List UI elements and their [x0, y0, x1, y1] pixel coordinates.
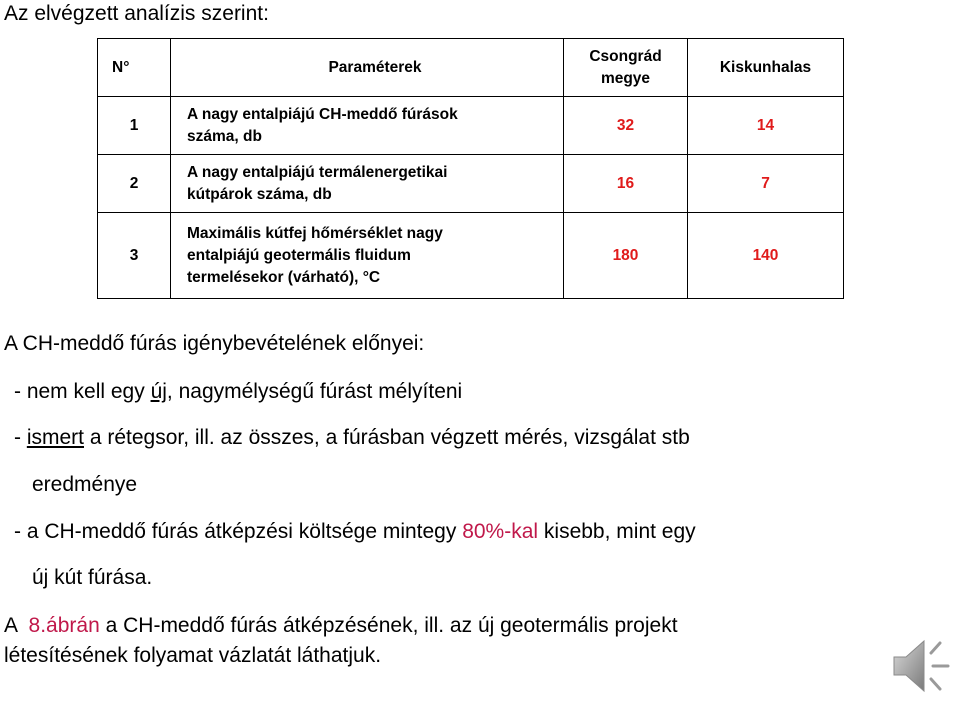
header-csongrad — [564, 39, 688, 97]
row-number: 1 — [98, 97, 171, 155]
highlight-percent: 80%-kal — [462, 520, 539, 543]
row-number: 2 — [98, 155, 171, 213]
cell-kiskunhalas: 140 — [688, 213, 844, 299]
advantage-dash: - — [14, 426, 27, 449]
intro-heading: Az elvégzett analízis szerint: — [4, 2, 269, 25]
header-csongrad-line2: megye — [600, 69, 651, 87]
analysis-table — [97, 38, 844, 299]
row-param-line: Maximális kútfej hőmérséklet nagy — [187, 224, 443, 242]
closing-line-2: létesítésének folyamat vázlatát láthatjuk. — [4, 644, 382, 667]
advantage-item-3 — [14, 520, 696, 544]
table-row — [98, 97, 844, 155]
cell-csongrad: 16 — [564, 155, 688, 213]
underlined-word: ismert — [26, 426, 84, 449]
advantage-text: a rétegsor, ill. az összes, a fúrásban végzett mérés, vizsgálat stb — [84, 426, 690, 449]
cell-csongrad: 32 — [564, 97, 688, 155]
advantage-text: , nagymélységű fúrást mélyíteni — [166, 380, 463, 403]
header-param: Paraméterek — [171, 39, 564, 97]
row-param-line: száma, db — [187, 127, 262, 145]
header-csongrad-line1: Csongrád — [589, 47, 662, 65]
header-kiskunhalas: Kiskunhalas — [688, 39, 844, 97]
cell-kiskunhalas: 14 — [688, 97, 844, 155]
row-param-line: kútpárok száma, db — [187, 185, 332, 203]
advantage-item-3-cont: új kút fúrása. — [32, 566, 153, 589]
speaker-icon[interactable] — [888, 633, 954, 699]
row-param-line: entalpiájú geotermális fluidum — [187, 246, 411, 264]
closing-text: a CH-meddő fúrás átképzésének, ill. az új geotermális projekt — [99, 614, 678, 637]
advantage-item-2-cont: eredménye — [32, 473, 138, 496]
cell-kiskunhalas: 7 — [688, 155, 844, 213]
row-number: 3 — [98, 213, 171, 299]
figure-link[interactable]: 8.ábrán — [28, 614, 100, 637]
row-param-line: A nagy entalpiájú termálenergetikai — [187, 163, 448, 181]
row-param-line: termelésekor (várható), °C — [187, 268, 381, 286]
row-param — [171, 97, 564, 155]
table-row — [98, 155, 844, 213]
row-param-line: A nagy entalpiájú CH-meddő fúrások — [187, 105, 458, 123]
advantage-text: - nem kell egy — [14, 380, 151, 403]
table-header-row — [98, 39, 844, 97]
advantages-title: A CH-meddő fúrás igénybevételének előnyei: — [4, 332, 425, 355]
advantage-item-1 — [14, 380, 462, 404]
row-param — [171, 155, 564, 213]
table-row — [98, 213, 844, 299]
row-param — [171, 213, 564, 299]
closing-text: A — [4, 614, 23, 637]
closing-line-1 — [4, 614, 678, 638]
advantage-text: kisebb, mint egy — [538, 520, 696, 543]
advantage-item-2 — [14, 426, 690, 450]
header-n: N° — [98, 39, 171, 97]
advantage-text: - a CH-meddő fúrás átképzési költsége mintegy — [14, 520, 463, 543]
underlined-word: új — [150, 380, 167, 403]
cell-csongrad: 180 — [564, 213, 688, 299]
